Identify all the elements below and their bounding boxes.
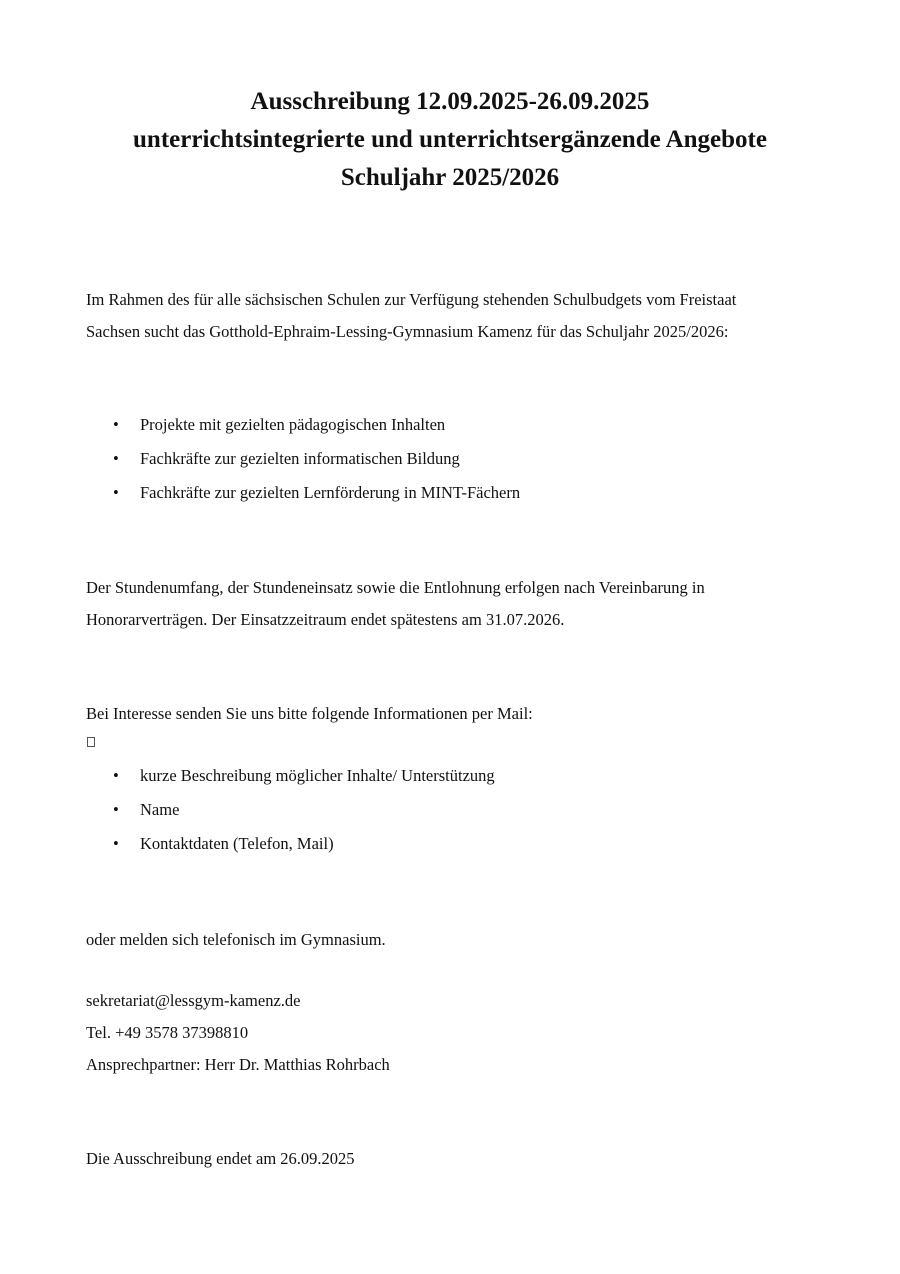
interest-item-text: Kontaktdaten (Telefon, Mail) [140,834,334,853]
terms-line-1: Der Stundenumfang, der Stundeneinsatz sowie die Entlohnung erfolgen nach Vereinbarung in [86,578,705,597]
alternative-text: oder melden sich telefonisch im Gymnasium. [86,930,386,949]
offer-text: Fachkräfte zur gezielten informatischen Bildung [140,449,460,468]
bullet-icon: • [113,415,119,434]
intro-line-1: Im Rahmen des für alle sächsischen Schulen zur Verfügung stehenden Schulbudgets vom Freistaat [86,290,737,309]
terms-paragraph [86,572,826,636]
bullet-icon: • [113,449,119,468]
intro-line-2: Sachsen sucht das Gotthold-Ephraim-Lessing-Gymnasium Kamenz für das Schuljahr 2025/2026: [86,322,729,341]
list-item [110,476,520,510]
contact-email[interactable]: sekretariat@lessgym-kamenz.de [86,991,301,1010]
list-item [110,793,495,827]
deadline-paragraph [86,1143,826,1175]
offer-text: Projekte mit gezielten pädagogischen Inhalten [140,415,446,434]
offers-list [110,408,520,510]
deadline-text: Die Ausschreibung endet am 26.09.2025 [86,1149,355,1168]
contact-block [86,985,826,1081]
bullet-icon: • [113,766,119,785]
interest-list [110,759,495,861]
interest-intro-text: Bei Interesse senden Sie uns bitte folgende Informationen per Mail: [86,704,533,723]
missing-glyph-icon [87,737,95,747]
interest-item-text: Name [140,800,180,819]
bullet-icon: • [113,834,119,853]
list-item [110,442,520,476]
list-item [110,759,495,793]
title-line-2: unterrichtsintegrierte und unterrichtsergänzende Angebote [133,126,767,153]
interest-intro [86,698,826,730]
title-line-3: Schuljahr 2025/2026 [340,164,560,191]
title-line-1: Ausschreibung 12.09.2025-26.09.2025 [250,88,650,115]
interest-item-text: kurze Beschreibung möglicher Inhalte/ Unterstützung [140,766,495,785]
bullet-icon: • [113,800,119,819]
alternative-paragraph [86,924,826,956]
contact-person: Ansprechpartner: Herr Dr. Matthias Rohrbach [86,1055,390,1074]
contact-phone: Tel. +49 3578 37398810 [86,1023,249,1042]
intro-paragraph [86,284,826,348]
bullet-icon: • [113,483,119,502]
document-title [0,83,900,197]
terms-line-2: Honorarverträgen. Der Einsatzzeitraum endet spätestens am 31.07.2026. [86,610,565,629]
list-item [110,827,495,861]
list-item [110,408,520,442]
offer-text: Fachkräfte zur gezielten Lernförderung in MINT-Fächern [140,483,521,502]
